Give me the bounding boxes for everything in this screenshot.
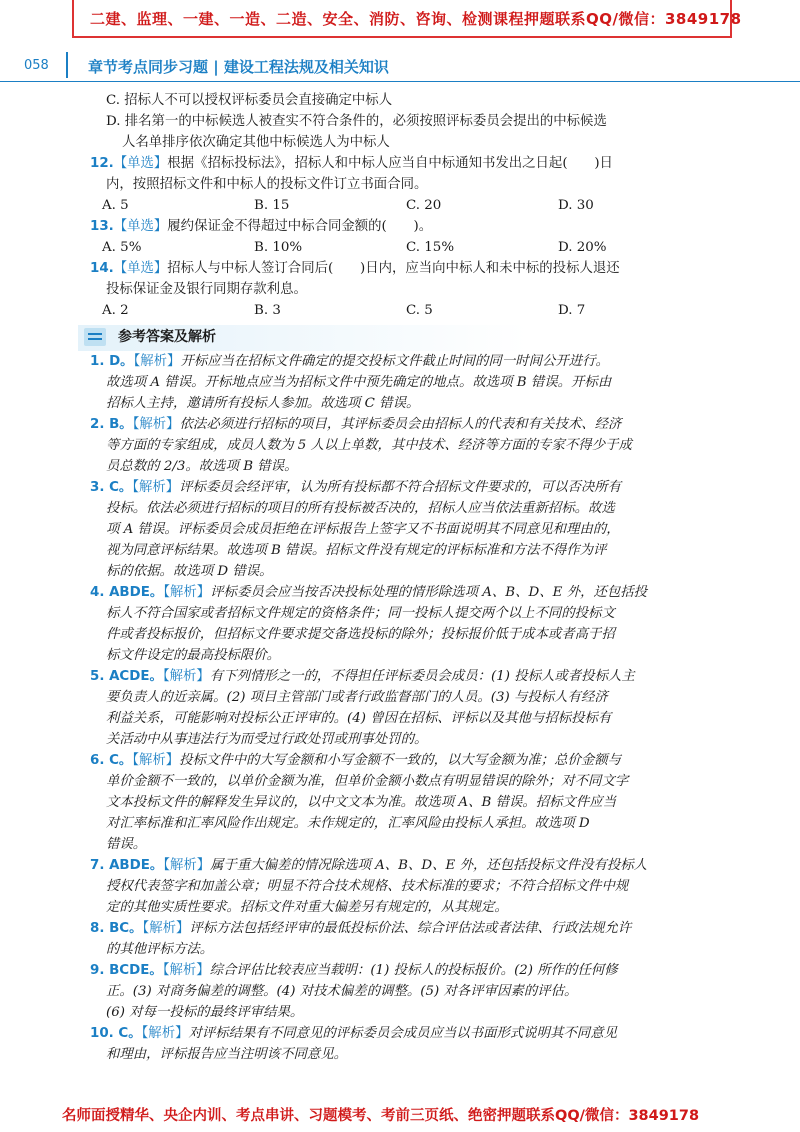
answer-key: 8. BC。: [90, 921, 143, 936]
analysis-tag: 【解析】: [133, 354, 181, 369]
top-banner: [0, 0, 800, 42]
answer-text: 员总数的 2/3。故选项 B 错误。: [106, 459, 298, 474]
question-number: 12.: [90, 156, 114, 171]
question-type-tag: 【单选】: [113, 219, 168, 234]
option-d: D. 30: [558, 198, 594, 213]
answer-text: 有下列情形之一的，不得担任评标委员会成员：(1) 投标人或者投标人主: [209, 669, 635, 684]
option-b: B. 10%: [254, 240, 303, 255]
answer-first-line: [78, 414, 720, 435]
answer-text: 等方面的专家组成，成员人数为 5 人以上单数，其中技术、经济等方面的专家不得少于成: [106, 438, 632, 453]
answer-text: 要负责人的近亲属。(2) 项目主管部门或者行政监督部门的人员。(3) 与投标人有经济: [106, 690, 608, 705]
answer-first-line: [78, 960, 720, 981]
option-c: C. 20: [406, 198, 442, 213]
answer-text: 评标方法包括经评审的最低投标价法、综合评估法或者法律、行政法规允许: [189, 921, 632, 936]
page-header: [0, 50, 800, 84]
option-d: D. 7: [558, 303, 586, 318]
question-list: [78, 153, 720, 321]
question-type-tag: 【单选】: [113, 261, 168, 276]
answer-key: 9. BCDE。: [90, 963, 163, 978]
answer-key: 6. C。: [90, 753, 133, 768]
answer-line: [78, 792, 720, 813]
answer-text: 故选项 A 错误。开标地点应当为招标文件中预先确定的地点。故选项 B 错误。开标由: [106, 375, 612, 390]
answer-text: 视为同意评标结果。故选项 B 错误。招标文件没有规定的评标标准和方法不得作为评: [106, 543, 607, 558]
answer-line: [78, 1002, 720, 1023]
option-d: D. 20%: [558, 240, 607, 255]
analysis-tag: 【解析】: [163, 858, 211, 873]
answer-item: [78, 960, 720, 1023]
answer-text: 标文件设定的最高投标限价。: [106, 648, 281, 663]
question-line: [78, 153, 720, 174]
answer-line: [78, 687, 720, 708]
analysis-tag: 【解析】: [132, 417, 180, 432]
top-banner-text: 二建、监理、一建、一造、二造、安全、消防、咨询、检测课程押题联系QQ/微信：3849178: [90, 10, 742, 28]
answer-list: [78, 351, 720, 1065]
answer-line: [78, 435, 720, 456]
answer-text: 投标文件中的大写金额和小写金额不一致的，以大写金额为准；总价金额与: [179, 753, 622, 768]
answer-text: 招标人主持，邀请所有投标人参加。故选项 C 错误。: [106, 396, 420, 411]
option-b: B. 15: [254, 198, 290, 213]
answer-text: 综合评估比较表应当载明：(1) 投标人的投标报价。(2) 所作的任何修: [209, 963, 618, 978]
option-a: A. 5%: [102, 240, 142, 255]
analysis-tag: 【解析】: [162, 669, 210, 684]
answer-line: [78, 834, 720, 855]
answer-first-line: [78, 582, 720, 603]
answer-text: 项 A 错误。评标委员会成员拒绝在评标报告上签字又不书面说明其不同意见和理由的，: [106, 522, 620, 537]
answer-line: [78, 540, 720, 561]
answer-item: [78, 582, 720, 666]
answer-first-line: [78, 855, 720, 876]
answer-first-line: [78, 918, 720, 939]
answer-text: 单价金额不一致的，以单价金额为准，但单价金额小数点有明显错误的除外；对不同文字: [106, 774, 629, 789]
option-c: C. 5: [406, 303, 433, 318]
question-text: 履约保证金不得超过中标合同金额的( )。: [167, 219, 433, 234]
answer-line: [78, 981, 720, 1002]
question-item: [78, 216, 720, 258]
answers-heading: [78, 325, 720, 351]
answer-text: 和理由，评标报告应当注明该不同意见。: [106, 1047, 348, 1062]
question-line: [78, 216, 720, 237]
answer-line: [78, 393, 720, 414]
answer-first-line: [78, 477, 720, 498]
option-c-carry: C. 招标人不可以授权评标委员会直接确定中标人: [106, 93, 393, 108]
question-options: [78, 237, 720, 258]
answer-key: 5. ACDE。: [90, 669, 163, 684]
option-a: A. 2: [102, 303, 129, 318]
answer-line: [78, 624, 720, 645]
answer-item: [78, 855, 720, 918]
answer-item: [78, 477, 720, 582]
answer-item: [78, 351, 720, 414]
answer-text: 件或者投标报价，但招标文件要求提交备选投标的除外；投标报价低于成本或者高于招: [106, 627, 615, 642]
analysis-tag: 【解析】: [141, 1026, 189, 1041]
answer-line: [78, 519, 720, 540]
analysis-tag: 【解析】: [162, 963, 210, 978]
option-d-carry: D. 排名第一的中标候选人被查实不符合条件的，必须按照评标委员会提出的中标候选: [106, 114, 607, 129]
question-text-cont: 内，按照招标文件和中标人的投标文件订立书面合同。: [106, 177, 428, 192]
answer-first-line: [78, 666, 720, 687]
answer-text: 开标应当在招标文件确定的提交投标文件截止时间的同一时间公开进行。: [180, 354, 609, 369]
question-text: 招标人与中标人签订合同后( )日内，应当向中标人和未中标的投标人退还: [167, 261, 620, 276]
answer-line: [78, 876, 720, 897]
answer-text: 关活动中从事违法行为而受过行政处罚或刑事处罚的。: [106, 732, 428, 747]
answer-key: 3. C。: [90, 480, 133, 495]
answer-text: 依法必须进行招标的项目，其评标委员会由招标人的代表和有关技术、经济: [179, 417, 622, 432]
answer-item: [78, 666, 720, 750]
answer-line: [78, 708, 720, 729]
option-c: C. 15%: [406, 240, 455, 255]
question-text-cont: 投标保证金及银行同期存款利息。: [106, 282, 307, 297]
answer-key: 7. ABDE。: [90, 858, 164, 873]
chapter-title: 章节考点同步习题 | 建设工程法规及相关知识: [88, 58, 389, 76]
answer-item: [78, 1023, 720, 1065]
answer-first-line: [78, 351, 720, 372]
answer-item: [78, 750, 720, 855]
question-options: [78, 195, 720, 216]
question-text: 根据《招标投标法》，招标人和中标人应当自中标通知书发出之日起( )日: [167, 156, 613, 171]
header-divider: [66, 52, 68, 78]
notes-icon: [84, 328, 106, 346]
option-d-carry-cont: 人名单排序依次确定其他中标候选人为中标人: [122, 135, 390, 150]
answer-key: 10. C。: [90, 1026, 142, 1041]
question-item: [78, 258, 720, 321]
analysis-tag: 【解析】: [132, 480, 180, 495]
answer-text: 评标委员会经评审，认为所有投标都不符合招标文件要求的，可以否决所有: [179, 480, 622, 495]
answers-title: 参考答案及解析: [118, 329, 216, 345]
answer-text: 评标委员会应当按否决投标处理的情形除选项 A、B、D、E 外，还包括投: [210, 585, 648, 600]
answer-line: [78, 498, 720, 519]
answer-item: [78, 918, 720, 960]
answer-text: 错误。: [106, 837, 147, 852]
answer-text: 授权代表签字和加盖公章；明显不符合技术规格、技术标准的要求；不符合招标文件中规: [106, 879, 629, 894]
analysis-tag: 【解析】: [163, 585, 211, 600]
answer-text: 属于重大偏差的情况除选项 A、B、D、E 外，还包括投标文件没有投标人: [210, 858, 648, 873]
answer-line: [78, 729, 720, 750]
answer-line: [78, 771, 720, 792]
analysis-tag: 【解析】: [132, 753, 180, 768]
answer-key: 2. B。: [90, 417, 133, 432]
header-rule: [0, 81, 800, 82]
answer-text: 正。(3) 对商务偏差的调整。(4) 对技术偏差的调整。(5) 对各评审因素的评估。: [106, 984, 578, 999]
question-number: 13.: [90, 219, 114, 234]
question-line: [78, 258, 720, 279]
page-content: [78, 90, 720, 1065]
answer-text: 对汇率标准和汇率风险作出规定。未作规定的，汇率风险由投标人承担。故选项 D: [106, 816, 590, 831]
answer-text: (6) 对每一投标的最终评审结果。: [106, 1005, 304, 1020]
answer-item: [78, 414, 720, 477]
bottom-banner-text: 名师面授精华、央企内训、考点串讲、习题模考、考前三页纸、绝密押题联系QQ/微信：3849178: [62, 1108, 700, 1124]
question-item: [78, 153, 720, 216]
answer-text: 对评标结果有不同意见的评标委员会成员应当以书面形式说明其不同意见: [188, 1026, 617, 1041]
question-type-tag: 【单选】: [113, 156, 168, 171]
answer-text: 利益关系，可能影响对投标公正评审的。(4) 曾因在招标、评标以及其他与招标投标有: [106, 711, 612, 726]
answer-first-line: [78, 750, 720, 771]
answer-line: [78, 813, 720, 834]
answer-text: 投标。依法必须进行招标的项目的所有投标被否决的，招标人应当依法重新招标。故选: [106, 501, 615, 516]
answer-text: 标人不符合国家或者招标文件规定的资格条件；同一投标人提交两个以上不同的投标文: [106, 606, 615, 621]
answer-line: [78, 897, 720, 918]
answer-line: [78, 561, 720, 582]
bottom-banner: [0, 1098, 800, 1132]
answer-line: [78, 603, 720, 624]
question-options: [78, 300, 720, 321]
answer-key: 1. D。: [90, 354, 134, 369]
answer-text: 文本投标文件的解释发生异议的，以中文文本为准。故选项 A、B 错误。招标文件应当: [106, 795, 617, 810]
answer-first-line: [78, 1023, 720, 1044]
answer-line: [78, 939, 720, 960]
answer-key: 4. ABDE。: [90, 585, 164, 600]
answer-line: [78, 1044, 720, 1065]
answer-line: [78, 372, 720, 393]
page-number: 058: [24, 58, 49, 73]
answer-line: [78, 645, 720, 666]
answer-line: [78, 456, 720, 477]
option-b: B. 3: [254, 303, 281, 318]
answer-text: 的其他评标方法。: [106, 942, 214, 957]
answer-text: 定的其他实质性要求。招标文件对重大偏差另有规定的，从其规定。: [106, 900, 508, 915]
option-a: A. 5: [102, 198, 129, 213]
answer-text: 标的依据。故选项 D 错误。: [106, 564, 273, 579]
question-number: 14.: [90, 261, 114, 276]
analysis-tag: 【解析】: [142, 921, 190, 936]
